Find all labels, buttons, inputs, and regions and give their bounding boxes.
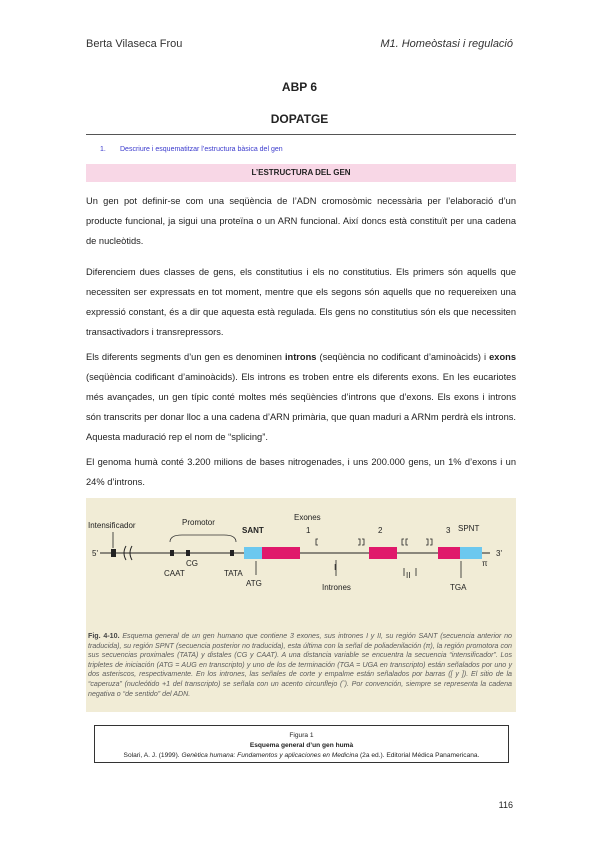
paragraph-2: Diferenciem dues classes de gens, els constitutius i els no constitutius. Els primers són aquells que necessiten ser expressats en tot moment, mentre que els segons són aquells que no requereixen una expressió constant, és a dir que aquesta està regulada. Els gens no constitutius són els que necessiten transactivadors i transrepressors. [86, 267, 516, 337]
page-number: 116 [498, 800, 513, 810]
label-intrones: Intrones [322, 583, 351, 592]
question-text: Descriure i esquematitzar l’estructura bàsica del gen [120, 146, 283, 153]
label-exones: Exones [294, 513, 321, 522]
citation-ref-post: (2a ed.). Editorial Médica Panamericana. [358, 752, 480, 759]
citation-title: Esquema general d’un gen humà [249, 742, 354, 749]
label-caat: CAAT [164, 569, 185, 578]
caat-box [170, 550, 174, 556]
label-pi: π [482, 559, 488, 568]
label-spnt: SPNT [458, 524, 480, 533]
label-tata: TATA [224, 569, 243, 578]
label-sant: SANT [242, 526, 264, 535]
term-introns: introns [284, 352, 317, 362]
title-divider [86, 134, 516, 135]
citation-ref-italic: Genètica humana: Fundamentos y aplicaciones en Medicina [181, 752, 359, 759]
spnt-region [460, 547, 482, 559]
label-exon-1: 1 [306, 526, 311, 535]
splice-mark [358, 539, 364, 545]
term-exons: exons [489, 352, 516, 362]
cg-box [186, 550, 190, 556]
label-5prime: 5' [92, 549, 98, 558]
promoter-bracket [170, 535, 236, 542]
citation-figure: Figura 1 [289, 732, 314, 739]
figure-caption [88, 632, 512, 699]
p3-text-a: Els diferents segments d’un gen es denominen [86, 352, 285, 362]
splice-mark [426, 539, 432, 545]
citation-ref-pre: Solari, A. J. (1999). [123, 752, 182, 759]
gene-figure [86, 498, 516, 712]
label-3prime: 3' [496, 549, 502, 558]
exon-3 [438, 547, 460, 559]
paragraph-3 [86, 347, 516, 447]
sant-region [244, 547, 262, 559]
splice-mark [402, 539, 408, 545]
label-tga: TGA [450, 583, 467, 592]
section-heading: L’ESTRUCTURA DEL GEN [86, 164, 516, 182]
figure-citation-box [94, 725, 509, 763]
exon-2 [369, 547, 397, 559]
citation-reference [95, 751, 508, 761]
header-author: Berta Vilaseca Frou [86, 38, 183, 50]
label-intensificador: Intensificador [88, 521, 136, 530]
p3-text-c: (seqüència codificant d’aminoàcids). Els introns es troben entre els diferents exons. En les eucariotes més avançades, un gen típic conté moltes més seqüències d’introns que d’exons. Els exons i introns són transcrits per donar lloc a una cadena d’ARN primària, que quan maduri a ARNm perdrà els introns. Aquesta maduració rep el nom de “splicing”. [86, 372, 516, 442]
paragraph-1: Un gen pot definir-se com una seqüència de l’ADN cromosòmic necessària per l’elaboració d’un producte funcional, ja sigui una proteïna o un ARN funcional. Així doncs està constituït per una cadena de nucleòtids. [86, 196, 516, 246]
enhancer-box [111, 549, 116, 557]
label-intron-II: II [406, 571, 411, 580]
p3-text-b: (seqüència no codificant d’aminoàcids) i [316, 352, 490, 362]
exon-1 [262, 547, 300, 559]
label-atg: ATG [246, 579, 262, 588]
tata-box [230, 550, 234, 556]
doc-title-topic: DOPATGE [270, 112, 329, 126]
label-cg: CG [186, 559, 198, 568]
label-exon-3: 3 [446, 526, 451, 535]
header-module: M1. Homeòstasi i regulació [380, 38, 513, 50]
doc-title-abp: ABP 6 [281, 80, 318, 94]
splice-mark [316, 539, 318, 545]
question-number: 1. [100, 146, 106, 153]
caption-label: Fig. 4-10. [88, 632, 120, 640]
label-exon-2: 2 [378, 526, 383, 535]
label-intron-I: I [334, 563, 337, 572]
label-promotor: Promotor [182, 518, 215, 527]
paragraph-4: El genoma humà conté 3.200 milions de bases nitrogenades, i uns 200.000 gens, un 1% d’exons i un 24% d’introns. [86, 457, 516, 487]
question-item [86, 146, 283, 153]
caption-text: Esquema general de un gen humano que contiene 3 exones, sus intrones I y II, su región SANT (secuencia anterior no traducida), su región SPNT (secuencia posterior no traducida), esta última con la señal de poliadenilación (π), la región promotora con sus secuencias proximales (TATA) y distales (CG y CAAT). A una distancia variable se encuentra la secuencia “intensificador”. Los tripletes de iniciación (ATG = AUG en transcripto) y uno de los de terminación (TGA = UGA en transcripto) están señalados por uno y dos asteriscos, respectivamente. En los intrones, las señales de corte y empalme están señalados por barras ([ y ]). El sitio de la “caperuza” (nucleótido +1 del transcripto) se señala con un acento circunflejo (ˆ). Por convención, siempre se representa la cadena negativa o “de sentido” del ADN. [88, 632, 512, 698]
